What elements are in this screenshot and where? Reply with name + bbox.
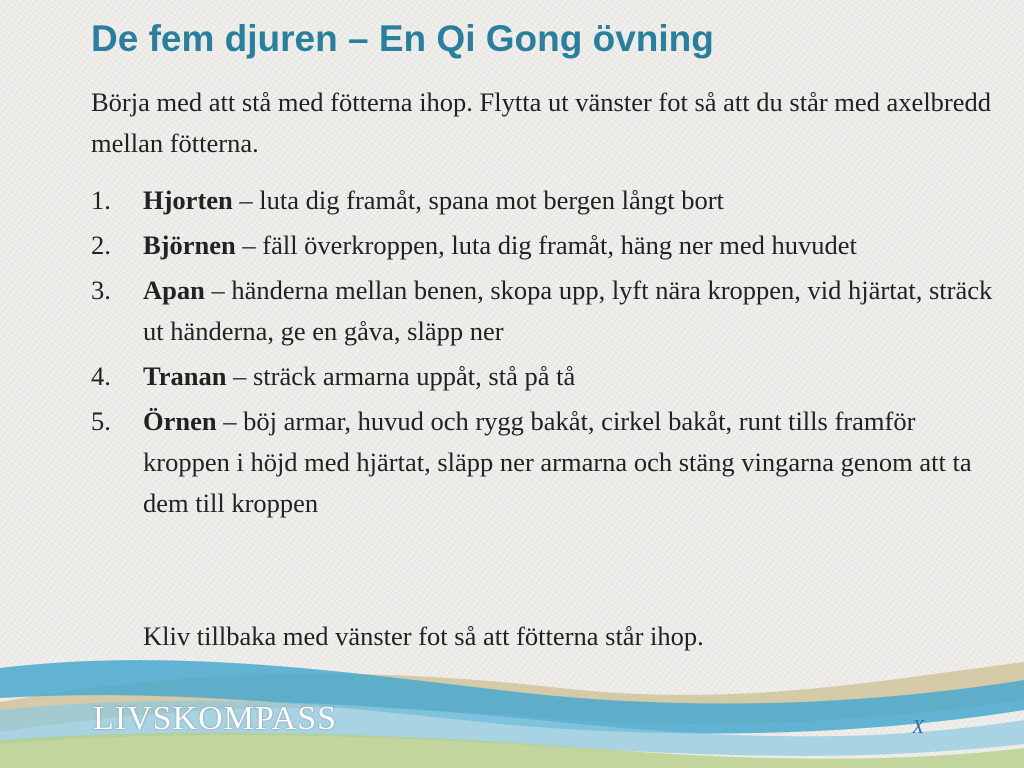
animal-name: Tranan	[143, 361, 227, 391]
animal-description: – händerna mellan benen, skopa upp, lyft nära kroppen, vid hjärtat, sträck ut händerna, ge en gåva, släpp ner	[143, 275, 993, 346]
list-number: 1.	[91, 185, 111, 215]
list-item-body	[143, 180, 1006, 221]
animal-description: – fäll överkroppen, luta dig framåt, häng ner med huvudet	[235, 230, 857, 260]
animal-description: – luta dig framåt, spana mot bergen långt bort	[232, 185, 724, 215]
slide-title: De fem djuren – En Qi Gong övning	[91, 18, 714, 59]
list-number: 4.	[91, 361, 111, 391]
list-item	[91, 180, 1006, 221]
list-number: 5.	[91, 406, 111, 436]
animal-description: – böj armar, huvud och rygg bakåt, cirkel bakåt, runt tills framför kroppen i höjd med hjärtat, släpp ner armarna och stäng vingarna genom att ta dem till kroppen	[143, 406, 972, 518]
list-item	[91, 356, 1006, 397]
intro-paragraph: Börja med att stå med fötterna ihop. Flytta ut vänster fot så att du står med axelbredd mellan fötterna.	[91, 87, 992, 158]
list-number: 2.	[91, 230, 111, 260]
list-item	[91, 401, 1006, 524]
list-item-body	[143, 270, 1006, 352]
list-number: 3.	[91, 275, 111, 305]
livskompass-logo: LIVSKOMPASS	[93, 700, 338, 737]
slide-marker: X	[912, 716, 925, 738]
closing-instruction: Kliv tillbaka med vänster fot så att fötterna står ihop.	[143, 621, 704, 651]
animal-description: – sträck armarna uppåt, stå på tå	[226, 361, 576, 391]
list-item-body	[143, 356, 1006, 397]
animal-name: Apan	[143, 275, 205, 305]
list-item-body	[143, 225, 1006, 266]
animal-name: Björnen	[143, 230, 236, 260]
list-item-body	[143, 401, 1006, 524]
list-item	[91, 270, 1006, 352]
animal-name: Hjorten	[143, 185, 233, 215]
animal-name: Örnen	[143, 406, 217, 436]
animal-list	[91, 180, 1006, 528]
list-item	[91, 225, 1006, 266]
